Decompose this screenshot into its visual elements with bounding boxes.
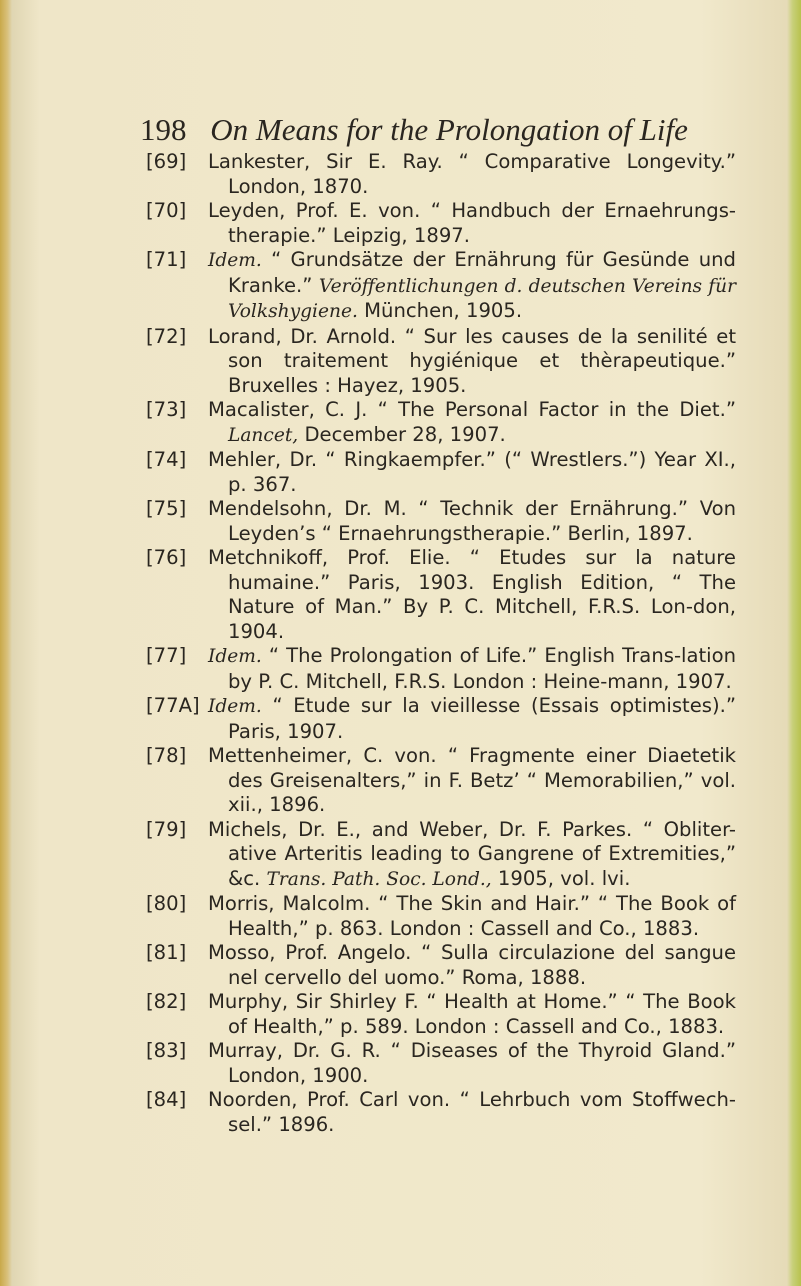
reference-number: [69] <box>146 150 187 173</box>
page-edge-left <box>0 0 12 1286</box>
reference-entry <box>146 1088 736 1137</box>
reference-number: [75] <box>146 497 187 520</box>
reference-segment: Macalister, C. J. “ The Personal Factor in the Diet.” <box>208 398 736 421</box>
running-header <box>140 112 688 148</box>
reference-entry <box>146 448 736 497</box>
reference-entry <box>146 892 736 941</box>
reference-text <box>208 941 736 990</box>
reference-segment: Murray, Dr. G. R. “ Diseases of the Thyroid Gland.” London, 1900. <box>208 1039 736 1087</box>
reference-number: [71] <box>146 248 187 271</box>
reference-text <box>208 744 736 818</box>
reference-text <box>208 644 736 694</box>
reference-entry <box>146 644 736 694</box>
reference-segment: Murphy, Sir Shirley F. “ Health at Home.” “ The Book of Health,” p. 589. London : Cassell and Co., 1883. <box>208 990 736 1038</box>
reference-segment: Noorden, Prof. Carl von. “ Lehrbuch vom Stoffwech-sel.” 1896. <box>208 1088 736 1136</box>
reference-number: [78] <box>146 744 187 767</box>
reference-segment: “ Etude sur la vieillesse (Essais optimistes).” Paris, 1907. <box>228 694 736 743</box>
reference-segment: Mehler, Dr. “ Ringkaempfer.” (“ Wrestlers.”) Year XI., p. 367. <box>208 448 736 496</box>
reference-entry <box>146 818 736 893</box>
reference-italic-segment: Idem. <box>208 696 262 717</box>
reference-number: [74] <box>146 448 187 471</box>
reference-number: [83] <box>146 1039 187 1062</box>
reference-segment: December 28, 1907. <box>298 422 506 446</box>
reference-entry <box>146 199 736 248</box>
reference-entry <box>146 546 736 644</box>
reference-number: [79] <box>146 817 187 841</box>
reference-segment: “ The Prolongation of Life.” English Trans-lation by P. C. Mitchell, F.R.S. London : Heine-mann, 1907. <box>228 644 736 693</box>
reference-number: [82] <box>146 990 187 1013</box>
reference-segment: 1905, vol. lvi. <box>491 866 631 890</box>
reference-text <box>208 325 736 399</box>
reference-text <box>208 448 736 497</box>
reference-text <box>208 248 736 325</box>
reference-segment: “ Grundsätze der Ernährung für Gesünde und Kranke.” <box>228 248 736 297</box>
reference-entry <box>146 398 736 448</box>
reference-segment: Lorand, Dr. Arnold. “ Sur les causes de la senilité et son traitement hygiénique et thèrapeutique.” Bruxelles : Hayez, 1905. <box>208 324 736 397</box>
reference-segment: Metchnikoff, Prof. Elie. “ Etudes sur la nature humaine.” Paris, 1903. English Edition, “ The Nature of Man.” By P. C. Mitchell, F.R.S. Lon-don, 1904. <box>208 546 736 643</box>
reference-number: [72] <box>146 324 187 348</box>
reference-list <box>146 150 736 1137</box>
reference-segment: Mosso, Prof. Angelo. “ Sulla circulazione del sangue nel cervello del uomo.” Roma, 1888. <box>208 941 736 989</box>
reference-segment: Mendelsohn, Dr. M. “ Technik der Ernährung.” Von Leyden’s “ Ernaehrungstherapie.” Berlin, 1897. <box>208 497 736 545</box>
reference-segment: Lankester, Sir E. Ray. “ Comparative Longevity.” London, 1870. <box>208 150 736 198</box>
page-edge-right <box>787 0 801 1286</box>
running-title: On Means for the Prolongation of Life <box>210 112 688 147</box>
reference-text <box>208 398 736 448</box>
reference-number: [80] <box>146 892 187 915</box>
reference-number: [70] <box>146 199 187 222</box>
reference-entry <box>146 941 736 990</box>
reference-entry <box>146 990 736 1039</box>
reference-text <box>208 497 736 546</box>
reference-segment: Morris, Malcolm. “ The Skin and Hair.” “ The Book of Health,” p. 863. London : Cassell and Co., 1883. <box>208 892 736 940</box>
reference-segment: Michels, Dr. E., and Weber, Dr. F. Parkes. “ Obliter-ative Arteritis leading to Gangrene of Extremities,” &c. <box>208 817 736 890</box>
reference-text <box>208 990 736 1039</box>
reference-number: [77A] <box>146 694 200 717</box>
reference-entry <box>146 694 736 744</box>
reference-entry <box>146 248 736 325</box>
reference-number: [77] <box>146 644 187 667</box>
reference-text <box>208 694 736 744</box>
reference-text <box>208 1039 736 1088</box>
reference-italic-segment: Lancet, <box>228 424 299 446</box>
reference-italic-segment: Idem. <box>208 646 262 667</box>
reference-entry <box>146 1039 736 1088</box>
reference-number: [81] <box>146 941 187 964</box>
reference-segment: Mettenheimer, C. von. “ Fragmente einer Diaetetik des Greisenalters,” in F. Betz’ “ Memorabilien,” vol. xii., 1896. <box>208 744 736 816</box>
reference-number: [76] <box>146 546 187 569</box>
reference-entry <box>146 744 736 818</box>
reference-entry <box>146 497 736 546</box>
reference-entry <box>146 325 736 399</box>
reference-italic-segment: Idem. <box>208 250 262 271</box>
reference-text <box>208 199 736 248</box>
reference-text <box>208 150 736 199</box>
reference-segment: Leyden, Prof. E. von. “ Handbuch der Ernaehrungs-therapie.” Leipzig, 1897. <box>208 199 736 247</box>
reference-text <box>208 818 736 893</box>
page-number: 198 <box>140 112 187 147</box>
reference-italic-segment: Trans. Path. Soc. Lond., <box>266 868 492 890</box>
reference-text <box>208 546 736 644</box>
reference-italic-segment: Veröffentlichungen d. deutschen Vereins für Volkshygiene. <box>228 275 737 322</box>
reference-segment: München, 1905. <box>357 299 523 322</box>
reference-entry <box>146 150 736 199</box>
reference-text <box>208 1088 736 1137</box>
reference-number: [84] <box>146 1088 187 1111</box>
reference-number: [73] <box>146 398 187 421</box>
reference-text <box>208 892 736 941</box>
